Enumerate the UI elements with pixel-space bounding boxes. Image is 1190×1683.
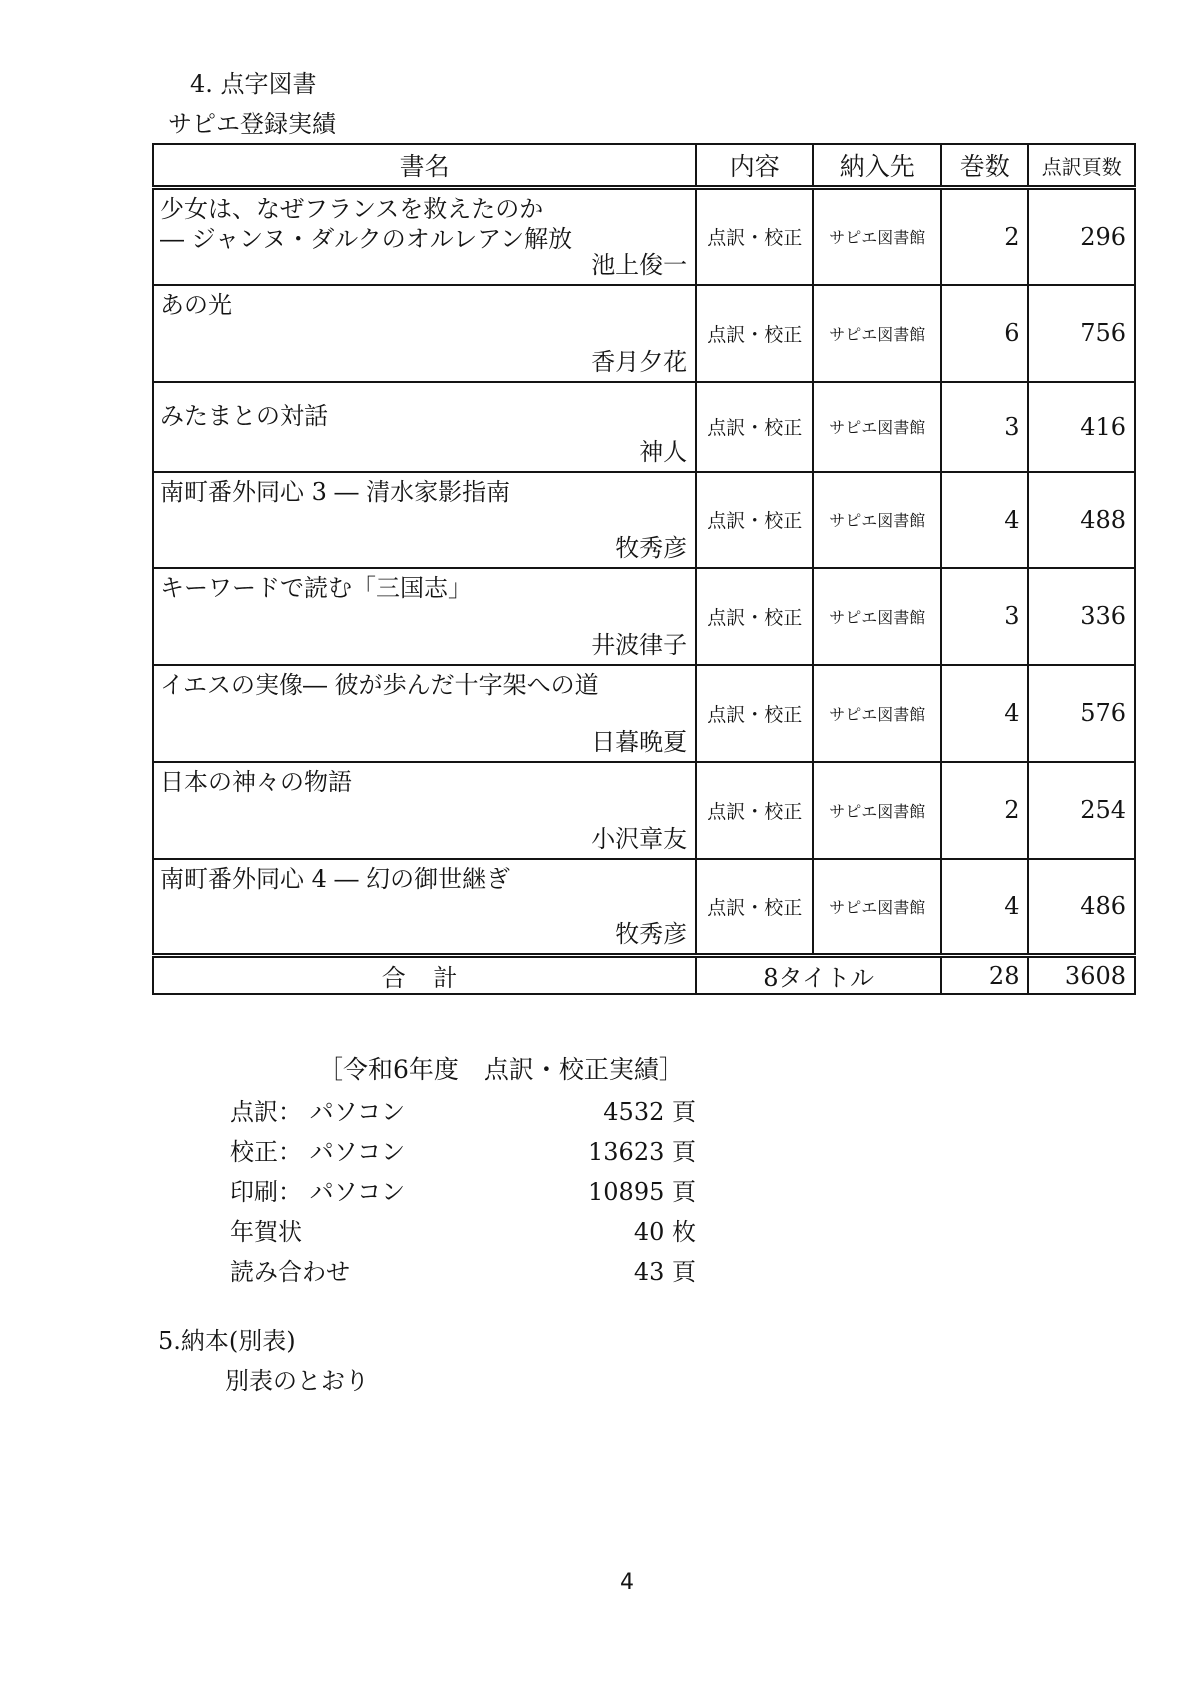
result-label: 年賀状	[230, 1218, 302, 1246]
total-volumes: 28	[941, 956, 1028, 995]
table-row	[153, 472, 1135, 568]
destination-cell: サピエ図書館	[813, 382, 941, 472]
total-label: 合 計	[153, 956, 696, 995]
total-row	[153, 956, 1135, 995]
content-cell: 点訳・校正	[696, 188, 813, 285]
content-cell: 点訳・校正	[696, 568, 813, 665]
destination-cell: サピエ図書館	[813, 285, 941, 382]
volumes-cell: 3	[941, 568, 1028, 665]
table-row	[153, 382, 1135, 472]
header-destination: 納入先	[813, 144, 941, 188]
book-title: 少女は、なぜフランスを救えたのか ― ジャンヌ・ダルクのオルレアン解放	[160, 195, 573, 253]
pages-cell: 254	[1028, 762, 1135, 859]
book-title: あの光	[160, 290, 232, 319]
volumes-cell: 4	[941, 665, 1028, 762]
pages-cell: 336	[1028, 568, 1135, 665]
title-cell	[153, 762, 696, 859]
book-author: 香月夕花	[591, 347, 688, 376]
pages-cell: 488	[1028, 472, 1135, 568]
book-author: 牧秀彦	[615, 920, 688, 948]
book-title: 南町番外同心 4 ― 幻の御世継ぎ	[160, 864, 511, 893]
total-pages: 3608	[1028, 956, 1135, 995]
volumes-cell: 2	[941, 762, 1028, 859]
book-author: 日暮晩夏	[591, 727, 688, 756]
result-label: 印刷： パソコン	[230, 1178, 406, 1206]
table-row	[153, 665, 1135, 762]
header-title: 書名	[153, 144, 696, 188]
page-number: 4	[620, 1570, 634, 1595]
pages-cell: 296	[1028, 188, 1135, 285]
table-header-row	[153, 144, 1135, 188]
book-title: キーワードで読む「三国志」	[160, 573, 472, 602]
total-titles: 8タイトル	[696, 956, 941, 995]
result-label: 読み合わせ	[230, 1258, 350, 1286]
table-caption: サピエ登録実績	[168, 110, 336, 138]
destination-cell: サピエ図書館	[813, 188, 941, 285]
result-value: 13623 頁	[588, 1138, 696, 1166]
title-cell	[153, 382, 696, 472]
nouhon-text: 別表のとおり	[225, 1367, 369, 1395]
destination-cell: サピエ図書館	[813, 568, 941, 665]
book-author: 井波律子	[591, 630, 688, 659]
content-cell: 点訳・校正	[696, 762, 813, 859]
content-cell: 点訳・校正	[696, 665, 813, 762]
table-row	[153, 188, 1135, 285]
content-cell: 点訳・校正	[696, 285, 813, 382]
result-value: 10895 頁	[588, 1178, 696, 1206]
book-table	[152, 143, 1136, 995]
volumes-cell: 3	[941, 382, 1028, 472]
destination-cell: サピエ図書館	[813, 859, 941, 956]
result-value: 4532 頁	[603, 1098, 696, 1126]
volumes-cell: 6	[941, 285, 1028, 382]
header-pages: 点訳頁数	[1028, 144, 1135, 188]
result-label: 校正： パソコン	[230, 1138, 406, 1166]
book-title: イエスの実像― 彼が歩んだ十字架への道	[160, 670, 599, 699]
pages-cell: 416	[1028, 382, 1135, 472]
pages-cell: 486	[1028, 859, 1135, 956]
table-row	[153, 859, 1135, 956]
book-title: 日本の神々の物語	[160, 767, 352, 796]
result-value: 43 頁	[633, 1258, 696, 1286]
destination-cell: サピエ図書館	[813, 665, 941, 762]
title-cell	[153, 568, 696, 665]
table-row	[153, 568, 1135, 665]
title-cell	[153, 188, 696, 285]
destination-cell: サピエ図書館	[813, 472, 941, 568]
title-cell	[153, 665, 696, 762]
result-label: 点訳： パソコン	[230, 1098, 406, 1126]
title-cell	[153, 285, 696, 382]
volumes-cell: 4	[941, 472, 1028, 568]
content-cell: 点訳・校正	[696, 859, 813, 956]
book-author: 池上俊一	[591, 250, 688, 279]
volumes-cell: 4	[941, 859, 1028, 956]
content-cell: 点訳・校正	[696, 382, 813, 472]
destination-cell: サピエ図書館	[813, 762, 941, 859]
content-cell: 点訳・校正	[696, 472, 813, 568]
table-row	[153, 762, 1135, 859]
volumes-cell: 2	[941, 188, 1028, 285]
header-volumes: 巻数	[941, 144, 1028, 188]
title-cell	[153, 472, 696, 568]
section-title: 4. 点字図書	[190, 70, 317, 98]
result-value: 40 枚	[633, 1218, 696, 1246]
nouhon-heading: 5.納本(別表)	[158, 1327, 296, 1355]
pages-cell: 576	[1028, 665, 1135, 762]
book-author: 牧秀彦	[615, 533, 688, 562]
pages-cell: 756	[1028, 285, 1135, 382]
title-cell	[153, 859, 696, 956]
book-title: みたまとの対話	[160, 401, 328, 430]
book-author: 小沢章友	[591, 824, 688, 853]
results-title: ［令和6年度 点訳・校正実績］	[318, 1055, 684, 1084]
table-row	[153, 285, 1135, 382]
header-content: 内容	[696, 144, 813, 188]
book-author: 神人	[639, 437, 688, 466]
book-title: 南町番外同心 3 ― 清水家影指南	[160, 477, 511, 506]
